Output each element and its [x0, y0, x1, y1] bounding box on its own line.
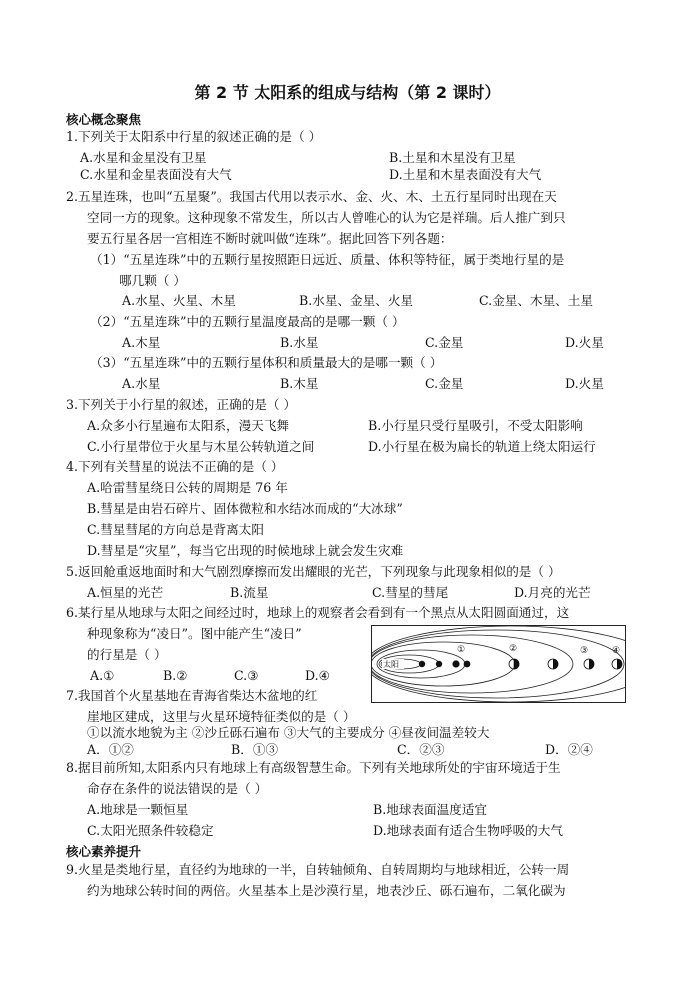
- q3-option-b: B.小行星只受行星吸引，不受太阳影响: [368, 418, 583, 433]
- q8-option-c: C.太阳光照条件较稳定: [87, 823, 214, 838]
- section-heading-core-literacy: 核心素养提升: [66, 844, 142, 859]
- q6-stem-line2: 种现象称为“凌日”。图中能产生“凌日”: [87, 626, 302, 641]
- q8-option-d: D.地球表面有适合生物呼吸的大气: [373, 823, 563, 838]
- marker-3: ③: [580, 646, 589, 656]
- q2-sub1-option-a: A.水星、火星、木星: [122, 293, 236, 308]
- q8-stem-line1: 8.据目前所知,太阳系内只有地球上有高级智慧生命。下列有关地球所处的宇宙环境适于生: [66, 760, 561, 775]
- q7-option-b: B．①③: [231, 742, 279, 757]
- solar-system-orbit-diagram: [371, 625, 626, 703]
- q3-option-d: D.小行星在极为扁长的轨道上绕太阳运行: [368, 439, 596, 454]
- q4-option-a: A.哈雷彗星绕日公转的周期是 76 年: [87, 480, 288, 495]
- q2-sub2-option-c: C.金星: [425, 335, 464, 350]
- q3-stem: 3.下列关于小行星的叙述，正确的是（ ）: [66, 397, 297, 412]
- q7-stem-line1: 7.我国首个火星基地在青海省柴达木盆地的红: [66, 688, 318, 703]
- q3-option-c: C.小行星带位于火星与木星公转轨道之间: [87, 439, 315, 454]
- q2-stem-line2: 空同一方的现象。这种现象不常发生，所以古人曾唯心的认为它是祥瑞。后人推广到只: [87, 210, 566, 225]
- q5-option-d: D.月亮的光芒: [514, 585, 591, 600]
- planet-dot-2: [436, 661, 442, 667]
- q6-option-d: D.④: [305, 668, 330, 683]
- q2-sub3-option-c: C.金星: [425, 376, 464, 391]
- q1-option-c: C.水星和金星表面没有大气: [80, 167, 232, 182]
- q2-sub1-option-c: C.金星、木星、土星: [479, 293, 593, 308]
- q2-sub2-option-b: B.水星: [280, 335, 319, 350]
- q5-option-c: C.彗星的彗尾: [372, 585, 449, 600]
- q8-stem-line2: 命存在条件的说法错误的是（ ）: [87, 781, 268, 796]
- q4-option-b: B.彗星是由岩石碎片、固体微粒和水结冰而成的“大冰球”: [87, 501, 403, 516]
- q1-stem: 1.下列关于太阳系中行星的叙述正确的是（ ）: [66, 129, 322, 144]
- q1-option-d: D.土星和木星表面没有大气: [389, 167, 542, 182]
- q1-option-b: B.土星和木星没有卫星: [389, 150, 516, 165]
- planet-dot-3: [452, 660, 459, 667]
- q2-sub3-option-a: A.水星: [122, 376, 161, 391]
- q2-sub2-option-a: A.木星: [122, 335, 161, 350]
- q4-option-d: D.彗星是“灾星”，每当它出现的时候地球上就会发生灾难: [87, 543, 404, 558]
- q2-sub3-stem: （3）“五星连珠”中的五颗行星体积和质量最大的是哪一颗（ ）: [90, 355, 443, 370]
- planet-dot-4: [464, 661, 471, 668]
- marker-1: ①: [457, 645, 466, 655]
- q2-stem-line1: 2.五星连珠，也叫“五星聚”。我国古代用以表示水、金、火、木、土五行星同时出现在天: [66, 189, 557, 204]
- q7-option-c: C．②③: [397, 742, 445, 757]
- q4-option-c: C.彗星彗尾的方向总是背离太阳: [87, 522, 264, 537]
- page-title: 第 2 节 太阳系的组成与结构（第 2 课时）: [194, 83, 501, 102]
- q2-sub1-option-b: B.水星、金星、火星: [299, 293, 414, 308]
- q5-option-b: B.流星: [230, 585, 269, 600]
- q4-stem: 4.下列有关彗星的说法不正确的是（ ）: [66, 459, 284, 474]
- q2-sub3-option-d: D.火星: [565, 376, 604, 391]
- q2-sub1-line2: 哪几颗（ ）: [119, 273, 186, 288]
- marker-2: ②: [509, 644, 518, 654]
- q6-stem-line3: 的行星是（ ）: [87, 647, 167, 662]
- q6-option-c: C.③: [234, 668, 259, 683]
- q7-stem-line2: 崖地区建成，这里与火星环境特征类似的是（ ）: [87, 709, 356, 724]
- marker-4: ④: [612, 646, 621, 656]
- q1-option-a: A.水星和金星没有卫星: [80, 150, 207, 165]
- q6-option-b: B.②: [163, 668, 188, 683]
- sun-label: 太阳: [383, 660, 399, 669]
- q6-stem-line1: 6.某行星从地球与太阳之间经过时，地球上的观察者会看到有一个黑点从太阳圆面通过，这: [66, 605, 570, 620]
- planet-dot-1: [419, 661, 425, 667]
- q2-sub2-option-d: D.火星: [565, 335, 604, 350]
- q8-option-a: A.地球是一颗恒星: [87, 802, 189, 817]
- q7-option-a: A．①②: [87, 742, 134, 757]
- q5-stem: 5.返回舱重返地面时和大气剧烈摩擦而发出耀眼的光芒，下列现象与此现象相似的是（ ）: [66, 564, 561, 579]
- q5-option-a: A.恒星的光芒: [87, 585, 164, 600]
- q2-sub1-line1: （1）“五星连珠”中的五颗行星按照距日远近、质量、体积等特征，属于类地行星的是: [90, 252, 565, 267]
- q6-option-a: A.①: [90, 668, 115, 683]
- q3-option-a: A.众多小行星遍布太阳系，漫天飞舞: [87, 418, 290, 433]
- q7-option-d: D．②④: [545, 742, 593, 757]
- q9-stem-line2: 约为地球公转时间的两倍。火星基本上是沙漠行星，地表沙丘、砾石遍布，二氧化碳为: [87, 883, 566, 898]
- q2-stem-line3: 要五行星各居一宫相连不断时就叫做“连珠”。据此回答下列各题：: [87, 231, 453, 246]
- q9-stem-line1: 9.火星是类地行星，直径约为地球的一半，自转轴倾角、自转周期均与地球相近，公转一周: [66, 862, 570, 877]
- section-heading-core-concepts: 核心概念聚焦: [66, 112, 142, 127]
- q7-items: ①以流水地貌为主 ②沙丘砾石遍布 ③大气的主要成分 ④昼夜间温差较大: [87, 725, 490, 740]
- q2-sub2-stem: （2）“五星连珠”中的五颗行星温度最高的是哪一颗（ ）: [90, 314, 405, 329]
- q8-option-b: B.地球表面温度适宜: [373, 802, 488, 817]
- q2-sub3-option-b: B.木星: [280, 376, 319, 391]
